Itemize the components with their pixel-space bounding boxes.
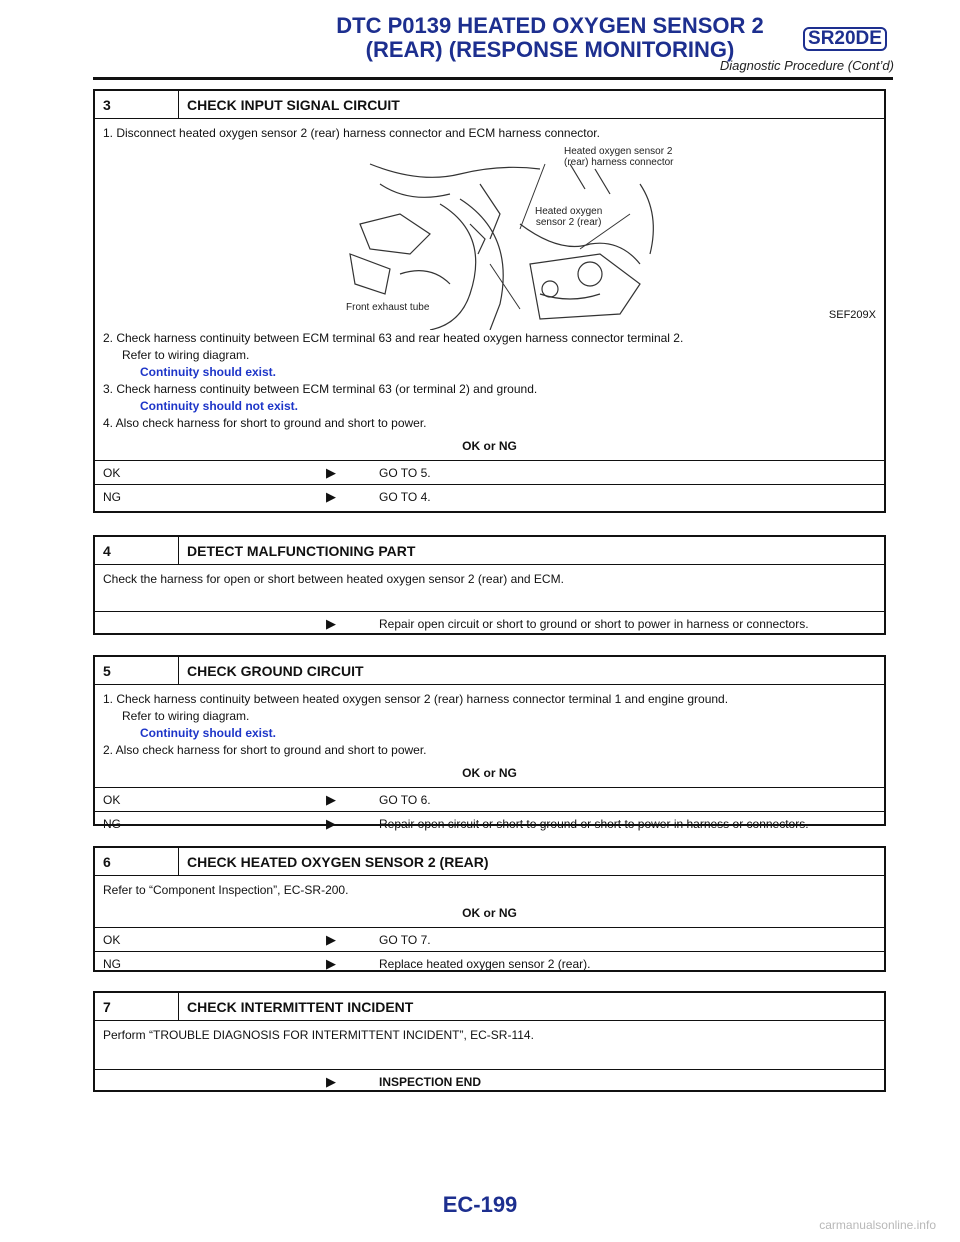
- ok-or-ng: OK or NG: [462, 766, 517, 780]
- engine-badge: SR20DE: [803, 27, 887, 51]
- instruction-line: Refer to “Component Inspection”, EC-SR-200.: [103, 883, 349, 897]
- result-row: [95, 460, 884, 484]
- arrow-icon: ▶: [326, 464, 336, 480]
- result-action: GO TO 7.: [379, 932, 431, 947]
- step-number: 4: [95, 537, 179, 564]
- result-key: NG: [103, 956, 121, 971]
- step-number: 3: [95, 91, 179, 118]
- result-key: OK: [103, 465, 121, 480]
- label-connector-line-1: Heated oxygen sensor 2: [564, 146, 673, 157]
- step-number: 6: [95, 848, 179, 875]
- arrow-icon: ▶: [326, 1073, 336, 1089]
- arrow-icon: ▶: [326, 931, 336, 947]
- step-4-box: [93, 535, 886, 635]
- result-key: OK: [103, 792, 121, 807]
- label-sensor-line-2: sensor 2 (rear): [535, 217, 602, 228]
- result-action: GO TO 5.: [379, 465, 431, 480]
- arrow-icon: ▶: [326, 615, 336, 631]
- step-title: CHECK INPUT SIGNAL CIRCUIT: [187, 96, 400, 113]
- instruction-line: Refer to wiring diagram.: [122, 348, 250, 362]
- step-7-header: [95, 993, 884, 1021]
- arrow-icon: ▶: [326, 791, 336, 807]
- instruction-line: 3. Check harness continuity between ECM terminal 63 (or terminal 2) and ground.: [103, 382, 538, 396]
- instruction-line: 1. Disconnect heated oxygen sensor 2 (rear) harness connector and ECM harness connector.: [103, 126, 600, 140]
- label-sensor-line-1: Heated oxygen: [535, 206, 603, 217]
- header-rule: [93, 77, 893, 80]
- result-row: [95, 811, 884, 835]
- result-action: Replace heated oxygen sensor 2 (rear).: [379, 956, 591, 971]
- instruction-line: Perform “TROUBLE DIAGNOSIS FOR INTERMITTENT INCIDENT”, EC-SR-114.: [103, 1028, 534, 1042]
- result-row: [95, 611, 884, 635]
- result-row: [95, 927, 884, 951]
- result-key: NG: [103, 816, 121, 831]
- spec-text: Continuity should exist.: [140, 365, 277, 379]
- step-title: CHECK GROUND CIRCUIT: [187, 662, 364, 679]
- result-action: GO TO 4.: [379, 489, 431, 504]
- result-row: [95, 951, 884, 975]
- ok-or-ng: OK or NG: [462, 906, 517, 920]
- step-5-header: [95, 657, 884, 685]
- step-title: CHECK HEATED OXYGEN SENSOR 2 (REAR): [187, 853, 489, 870]
- step-number: 5: [95, 657, 179, 684]
- title-line-1: DTC P0139 HEATED OXYGEN SENSOR 2: [336, 13, 764, 38]
- result-key: OK: [103, 932, 121, 947]
- step-title: DETECT MALFUNCTIONING PART: [187, 542, 416, 559]
- step-3-box: [93, 89, 886, 513]
- page-header: [0, 0, 960, 80]
- step-number: 7: [95, 993, 179, 1020]
- step-4-body: [95, 565, 884, 611]
- component-location-figure: [103, 142, 876, 330]
- step-7-box: [93, 991, 886, 1092]
- step-4-header: [95, 537, 884, 565]
- step-5-box: [93, 655, 886, 831]
- instruction-line: 1. Check harness continuity between heated oxygen sensor 2 (rear) harness connector terminal 1 and engine ground.: [103, 692, 729, 706]
- step-6-header: [95, 848, 884, 876]
- step-title: CHECK INTERMITTENT INCIDENT: [187, 998, 414, 1015]
- result-row: [95, 484, 884, 508]
- arrow-icon: ▶: [326, 955, 336, 971]
- result-action: Repair open circuit or short to ground or short to power in harness or connectors.: [379, 616, 809, 631]
- label-connector-line-2: (rear) harness connector: [564, 157, 674, 168]
- arrow-icon: ▶: [326, 488, 336, 504]
- result-row: [95, 1069, 884, 1093]
- instruction-line: 2. Check harness continuity between ECM terminal 63 and rear heated oxygen harness connector terminal 2.: [103, 331, 684, 345]
- ok-or-ng: OK or NG: [462, 439, 517, 453]
- arrow-icon: ▶: [326, 815, 336, 831]
- label-connector: [564, 146, 674, 168]
- result-action: GO TO 6.: [379, 792, 431, 807]
- section-subtitle: Diagnostic Procedure (Cont’d): [719, 58, 894, 73]
- instruction-line: Check the harness for open or short between heated oxygen sensor 2 (rear) and ECM.: [103, 572, 564, 586]
- result-action: Repair open circuit or short to ground or short to power in harness or connectors.: [379, 816, 809, 831]
- label-sensor: [535, 206, 602, 228]
- instruction-line: 4. Also check harness for short to ground and short to power.: [103, 416, 427, 430]
- step-6-body: [95, 876, 884, 927]
- step-3-header: [95, 91, 884, 119]
- instruction-line: 2. Also check harness for short to ground and short to power.: [103, 743, 427, 757]
- spec-text: Continuity should exist.: [140, 726, 277, 740]
- step-5-body: [95, 685, 884, 787]
- step-6-box: [93, 846, 886, 972]
- title-line-2: (REAR) (RESPONSE MONITORING): [365, 37, 735, 62]
- result-key: NG: [103, 489, 121, 504]
- step-7-body: [95, 1021, 884, 1069]
- page-number: EC-199: [442, 1192, 518, 1217]
- spec-text: Continuity should not exist.: [140, 399, 298, 413]
- watermark: carmanualsonline.info: [819, 1218, 936, 1232]
- result-table: [95, 460, 884, 508]
- result-action: INSPECTION END: [379, 1074, 482, 1089]
- instruction-line: Refer to wiring diagram.: [122, 709, 250, 723]
- page-title: [330, 14, 770, 62]
- result-row: [95, 787, 884, 811]
- figure-code: SEF209X: [828, 309, 876, 321]
- label-exhaust-tube: Front exhaust tube: [346, 302, 430, 313]
- step-3-body: [95, 119, 884, 460]
